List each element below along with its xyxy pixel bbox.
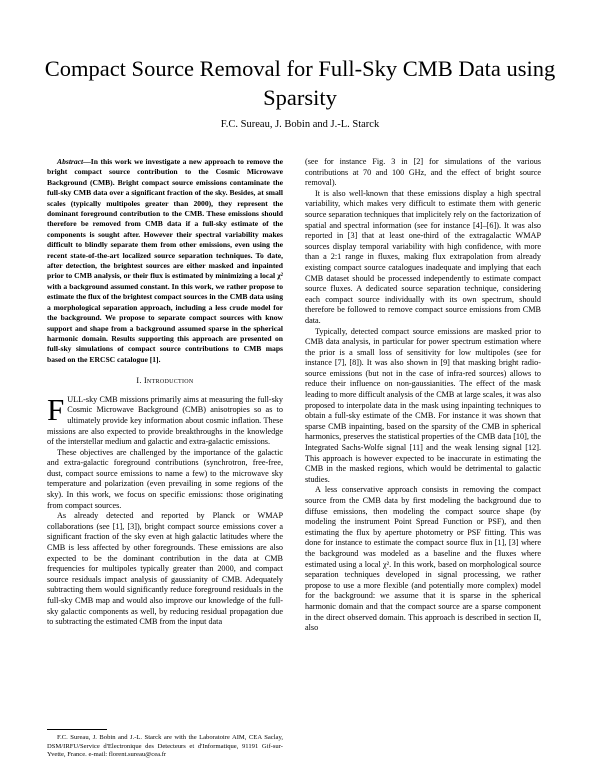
- paper-title: Compact Source Removal for Full-Sky CMB Data using Sparsity: [44, 56, 556, 110]
- intro-paragraph-2: These objectives are challenged by the importance of the galactic and extra-galactic foreground contributions (synchrotron, free-free, dust, compact source emissions to name a few) to the microwave sky temperature and polarization (even prevailing in some regions of the sky). In this work, we focus on specific emissions: those originating from compact sources.: [47, 447, 283, 510]
- right-paragraph-3: Typically, detected compact source emissions are masked prior to CMB data analysis, in particular for power spectrum estimation where the prior is a small loss of sensitivity for low multipoles (see for instance [7], [8]). It was also shown in [9] that masking bright radio-source emissions (but not in the case of infra-red sources) allows to reduce their influence on non-gaussianities. The effect of the mask leading to more difficult analysis of the CMB at large scales, it was also proposed to interpolate data in the mask using inpainting techniques to obtain a full-sky estimate of the CMB. For instance it was shown that sparse CMB inpainting, based on the sparsity of the CMB in spherical harmonics, preserves the statistical properties of the CMB data [10], the Integrated Sachs-Wolfe signal [11] and the weak lensing signal [12]. This approach is however expected to be inaccurate in estimating the CMB in the masked regions, which would be detrimental to galactic studies.: [305, 326, 541, 484]
- footnote: F.C. Sureau, J. Bobin and J.-L. Starck are with the Laboratoire AIM, CEA Saclay, DSM/IRFU/Service d'Electronique des Detecteurs et d'Informatique, 91191 Gif-sur-Yvette, France. e-mail: florent.sureau@cea.fr: [47, 734, 283, 759]
- left-column: [47, 157, 283, 628]
- right-column: [305, 157, 541, 634]
- abstract-label: Abstract: [57, 157, 84, 166]
- right-paragraph-2: It is also well-known that these emissions display a high spectral variability, which makes very difficult to estimate them with generic source separation techniques that implicitely rely on the factorization of spatial and spectral information (see for instance [4]–[6]). It was also reported in [3] that at least one-third of the extragalactic WMAP sources display temporal variability with high confidence, with more than a 2:1 range in fluxes, making flux extrapolation from already existing compact source catalogues inadequate and implying that each CMB dataset should be processed independently to estimate compact source fluxes. A dedicated source separation technique, considering each compact source individually with its own spectrum, should therefore be followed to remove compact source emissions from CMB data.: [305, 188, 541, 325]
- section-heading: I. Introduction: [136, 376, 194, 386]
- intro-paragraph-1: [47, 391, 283, 448]
- right-paragraph-4: A less conservative approach consists in removing the compact source from the CMB data by first modeling the background due to diffuse emissions, then modeling the compact source shape (by modeling the instrument Point Spread Function or PSF), and then estimating the flux by aperture photometry or PSF fitting. This was done for instance to estimate the compact source flux in [1], [3] where the background was modeled as a baseline and the fluxes where estimated using a local χ². In this work, based on morphological source separation techniques developed in signal processing, we rather propose to use a more flexible (and potentially more complex) model for the background: we assume that it is sparse in the spherical harmonic domain and that the compact source are a sparse component in the direct observed domain. This approach is described in section II, also: [305, 485, 541, 633]
- footnote-rule: [47, 729, 107, 730]
- paper-authors: F.C. Sureau, J. Bobin and J.-L. Starck: [220, 119, 380, 130]
- right-paragraph-1: (see for instance Fig. 3 in [2] for simulations of the various contributions at 70 and 100 GHz, and the effect of bright source removal).: [305, 157, 541, 188]
- abstract-text: —In this work we investigate a new approach to remove the bright compact source contribution to the Cosmic Microwave Background (CMB). Bright compact source emissions contaminate the full-sky CMB data over a significant fraction of the sky. Besides, at small scales (typically multipoles greater than 2000), they represent the dominant foreground contribution to the CMB. These emissions should therefore be removed from CMB data if a full-sky estimate of the components is sought after. However their spectral variability makes difficult to blindly separate them from other emissions, even using the recent state-of-the-art localized source separation techniques. To date, after detection, the brightest sources are either masked and inpainted prior to CMB analysis, or their flux is estimated by minimizing a local χ² with a background assumed constant. In this work, we rather propose to estimate the flux of the brightest compact sources in the CMB data using a morphological separation approach, including a less crude model for the background. We propose to separate compact sources with know support and shape from a background assumed sparse in the spherical harmonic domain. Results supporting this approach are presented on full-sky simulations of compact source contributions to CMB maps based on the ERCSC catalogue [1].: [47, 157, 283, 364]
- intro-paragraph-3: As already detected and reported by Planck or WMAP collaborations (see [1], [3]), bright compact source emissions cover a significant fraction of the sky even at high galactic latitudes where the CMB is less affected by other foregrounds. These emissions are also expected to be the dominant contribution in the data at CMB frequencies for multipoles typically greater than 2000, and compact source residuals impact analysis of gaussianity of CMB. Adequately subtracting them would significantly reduce foreground residuals in the full-sky CMB map and would also improve our knowledge of the full-sky galactic components as well, by reducing residual propagation due to subtracting the estimated CMB from the input data: [47, 511, 283, 627]
- abstract: [47, 157, 283, 365]
- intro-paragraph-1-text: ULL-sky CMB missions primarily aims at measuring the full-sky Cosmic Microwave Background (CMB) anisotropies so as to ultimately provide key information about cosmic inflation. These missions are also expected to provide breakthroughs in the knowledge of the interstellar medium and galactic and extra-galactic emissions.: [47, 394, 283, 447]
- dropcap-letter: F: [47, 391, 65, 427]
